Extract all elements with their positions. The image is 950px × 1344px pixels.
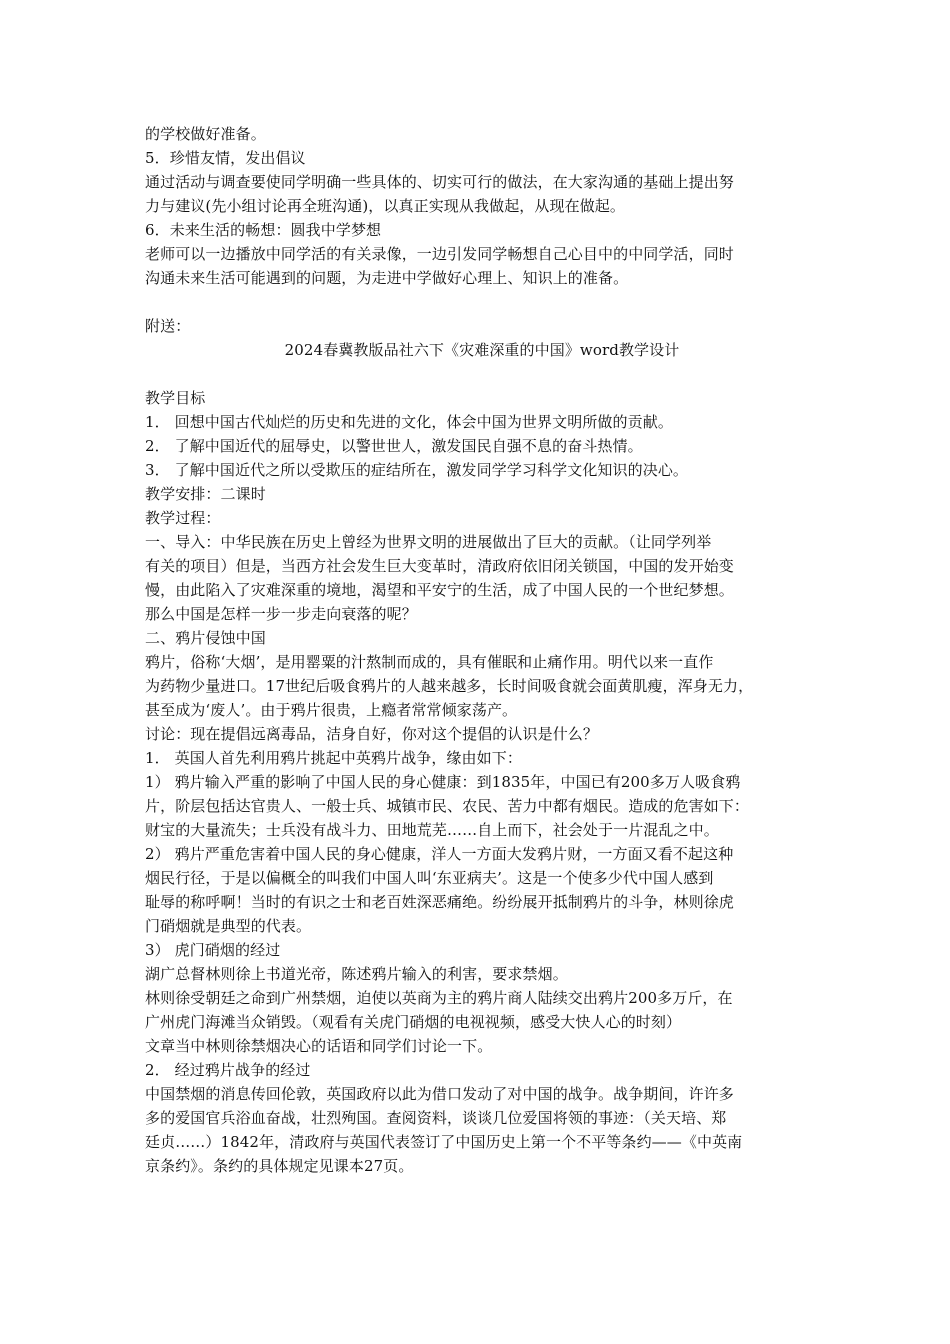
text-line: 湖广总督林则徐上书道光帝，陈述鸦片输入的利害，要求禁烟。 <box>145 965 568 983</box>
text-line: 老师可以一边播放中同学活的有关录像，一边引发同学畅想自己心目中的中同学活，同时 <box>145 245 734 263</box>
text-line: 甚至成为‘废人’。由于鸦片很贵，上瘾者常常倾家荡产。 <box>145 701 518 719</box>
text-line: 有关的项目）但是，当西方社会发生巨大变革时，清政府依旧闭关锁国，中国的发开始变 <box>145 557 734 575</box>
text-line: 中国禁烟的消息传回伦敦，英国政府以此为借口发动了对中国的战争。战争期间，许许多 <box>145 1085 734 1103</box>
list-item: 1． 回想中国古代灿烂的历史和先进的文化，体会中国为世界文明所做的贡献。 <box>145 413 673 431</box>
text-line: 通过活动与调查要使同学明确一些具体的、切实可行的做法，在大家沟通的基础上提出努 <box>145 173 734 191</box>
text-line: 财宝的大量流失；士兵没有战斗力、田地荒芜……自上而下，社会处于一片混乱之中。 <box>145 821 719 839</box>
section-heading: 教学过程： <box>145 509 221 527</box>
list-item: 2） 鸦片严重危害着中国人民的身心健康，洋人一方面大发鸦片财，一方面又看不起这种 <box>145 845 734 863</box>
section-heading: 二、鸦片侵蚀中国 <box>145 629 266 647</box>
text-line: 慢，由此陷入了灾难深重的境地，渴望和平安宁的生活，成了中国人民的一个世纪梦想。 <box>145 581 734 599</box>
list-item: 2． 了解中国近代的屈辱史，以警世世人，激发国民自强不息的奋斗热情。 <box>145 437 643 455</box>
blank-line <box>145 290 815 314</box>
text-line: 的学校做好准备。 <box>145 125 266 143</box>
blank-line <box>145 362 815 386</box>
text-line: 京条约》。条约的具体规定见课本27页。 <box>145 1157 414 1175</box>
text-line: 廷贞……）1842年，清政府与英国代表签订了中国历史上第一个不平等条约——《中英南 <box>145 1133 743 1151</box>
list-item: 1． 英国人首先利用鸦片挑起中英鸦片战争，缘由如下： <box>145 749 522 767</box>
text-line: 文章当中林则徐禁烟决心的话语和同学们讨论一下。 <box>145 1037 493 1055</box>
text-line: 那么中国是怎样一步一步走向衰落的呢？ <box>145 605 417 623</box>
document-title: 2024春冀教版品社六下《灾难深重的中国》word教学设计 <box>284 341 680 359</box>
text-line: 鸦片，俗称‘大烟’，是用罂粟的汁熬制而成的，具有催眠和止痛作用。明代以来一直作 <box>145 653 714 671</box>
text-line: 沟通未来生活可能遇到的问题，为走进中学做好心理上、知识上的准备。 <box>145 269 629 287</box>
text-line: 为药物少量进口。17世纪后吸食鸦片的人越来越多，长时间吸食就会面黄肌瘦，浑身无力， <box>145 677 754 695</box>
list-item: 3） 虎门硝烟的经过 <box>145 941 281 959</box>
section-heading: 5．珍惜友情，发出倡议 <box>145 149 306 167</box>
text-line: 力与建议(先小组讨论再全班沟通)，以真正实现从我做起，从现在做起。 <box>145 197 626 215</box>
list-item: 2． 经过鸦片战争的经过 <box>145 1061 311 1079</box>
text-line: 耻辱的称呼啊！当时的有识之士和老百姓深恶痛绝。纷纷展开抵制鸦片的斗争，林则徐虎 <box>145 893 734 911</box>
section-heading: 教学目标 <box>145 389 206 407</box>
text-line: 片，阶层包括达官贵人、一般士兵、城镇市民、农民、苦力中都有烟民。造成的危害如下： <box>145 797 750 815</box>
text-line: 门硝烟就是典型的代表。 <box>145 917 312 935</box>
text-line: 教学安排：二课时 <box>145 485 266 503</box>
section-heading: 6．未来生活的畅想：圆我中学梦想 <box>145 221 382 239</box>
appendix-label: 附送： <box>145 317 191 335</box>
list-item: 1） 鸦片输入严重的影响了中国人民的身心健康：到1835年，中国已有200多万人吸食鸦 <box>145 773 741 791</box>
text-line: 林则徐受朝廷之命到广州禁烟，迫使以英商为主的鸦片商人陆续交出鸦片200多万斤，在 <box>145 989 733 1007</box>
text-line: 一、导入：中华民族在历史上曾经为世界文明的进展做出了巨大的贡献。（让同学列举 <box>145 533 712 551</box>
list-item: 3． 了解中国近代之所以受欺压的症结所在，激发同学学习科学文化知识的决心。 <box>145 461 689 479</box>
text-line: 烟民行径，于是以偏概全的叫我们中国人叫‘东亚病夫’。这是一个使多少代中国人感到 <box>145 869 714 887</box>
text-line: 广州虎门海滩当众销毁。（观看有关虎门硝烟的电视视频，感受大快人心的时刻） <box>145 1013 682 1031</box>
document-body <box>145 122 815 1178</box>
text-line: 多的爱国官兵浴血奋战，壮烈殉国。查阅资料，谈谈几位爱国将领的事迹：（关天培、郑 <box>145 1109 727 1127</box>
text-line: 讨论：现在提倡远离毒品，洁身自好，你对这个提倡的认识是什么？ <box>145 725 599 743</box>
